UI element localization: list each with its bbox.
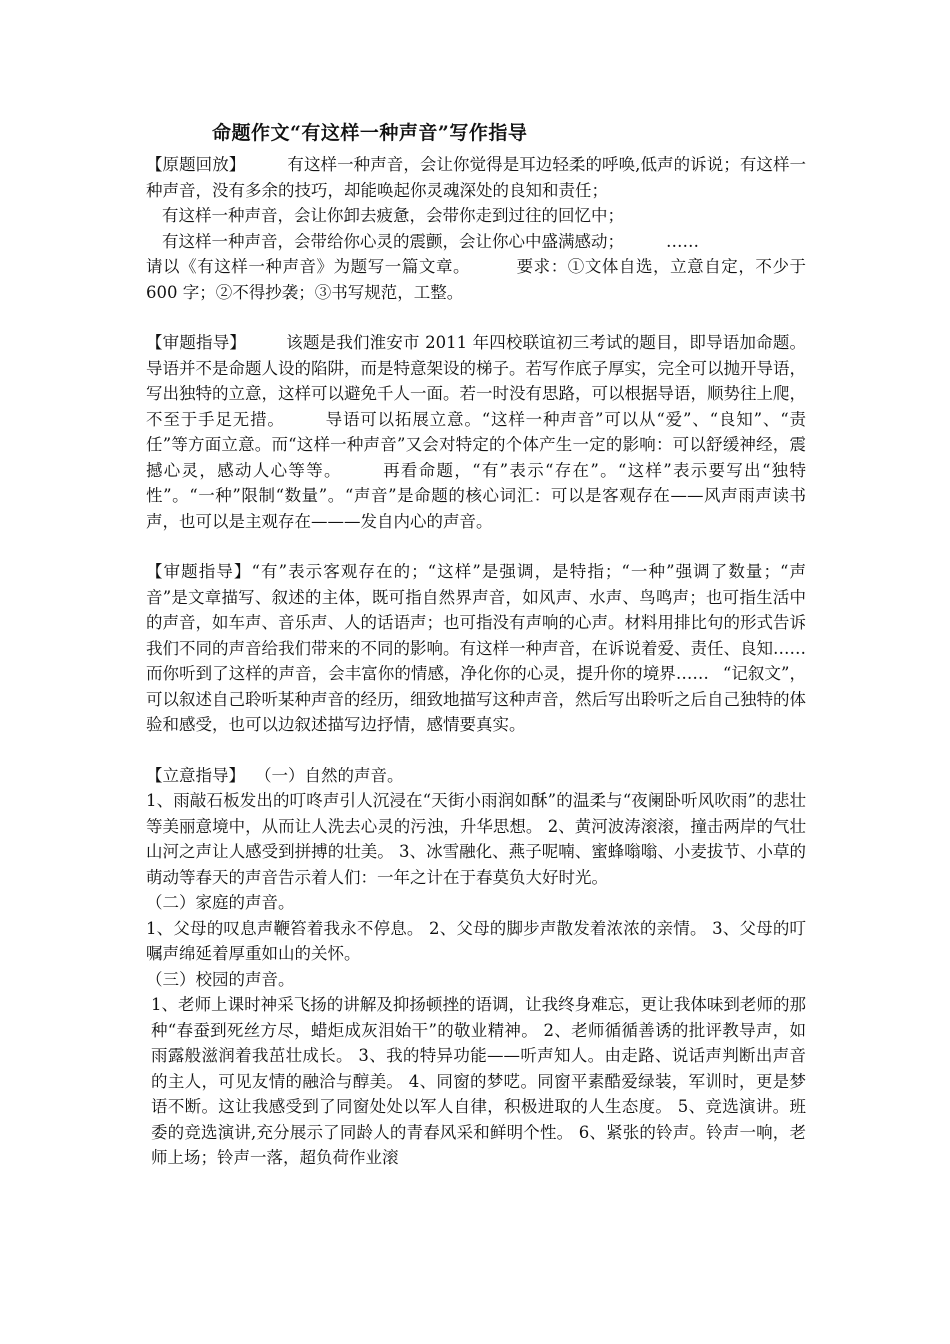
- original-question-line4: 请以《有这样一种声音》为题写一篇文章。: [146, 257, 471, 276]
- original-question-line3-paragraph: [146, 229, 806, 255]
- idea-guide-label: 【立意指导】: [146, 765, 245, 785]
- blank-line: [146, 738, 806, 763]
- idea-section1-title: （一）自然的声音。: [255, 765, 404, 785]
- review-guide-1-text2: 导语可以拓展立意。“这样一种声音”可以从“爱”、“良知”、“责任”等方面立意。而“这样一种声音”又会对特定的个体产生一定的影响：可以舒缓神经，震撼心灵，感动人心等等。: [146, 409, 806, 480]
- review-guide-2-text: “有”表示客观存在的；“这样”是强调，是特指；“一种”强调了数量；“声音”是文章描写、叙述的主体，既可指自然界声音，如风声、水声、鸟鸣声；也可指生活中的声音，如车声、音乐声、人的话语声；也可指没有声响的心声。材料用排比句的形式告诉我们不同的声音给我们带来的不同的影响。有这样一种声音，在诉说着爱、责任、良知……而你听到了这样的声音，会丰富你的情感，净化你的心灵，提升你的境界……: [146, 562, 806, 683]
- original-question-paragraph: [146, 152, 806, 203]
- idea-section2-title: （二）家庭的声音。: [146, 893, 295, 912]
- idea-guide-header: [146, 763, 806, 789]
- original-question-ellipsis: ……: [666, 231, 699, 251]
- original-question-label: 【原题回放】: [146, 155, 246, 174]
- original-question-task-paragraph: [146, 254, 806, 305]
- blank-line: [146, 534, 806, 559]
- idea-section3-title: （三）校园的声音。: [146, 969, 295, 989]
- original-question-requirement: 要求：①文体自选，立意自定，不少于 600 字；②不得抄袭；③书写规范，工整。: [146, 257, 807, 302]
- review-guide-2-paragraph: [146, 559, 806, 738]
- original-question-line3: 有这样一种声音，会带给你心灵的震颤，会让你心中盛满感动；: [162, 231, 624, 251]
- original-question-line1: 有这样一种声音，会让你觉得是耳边轻柔的呼唤,低声的诉说；有这样一种声音，没有多余的技巧，却能唤起你灵魂深处的良知和责任；: [146, 155, 806, 200]
- review-guide-1-text1: 该题是我们淮安市 2011 年四校联谊初三考试的题目，即导语加命题。导语并不是命题人设的陷阱，而是特意架设的梯子。若写作底子厚实，完全可以抛开导语，写出独特的立意，这样可以避免千人一面。若一时没有思路，可以根据导语，顺势往上爬，不至于手足无措。: [146, 333, 807, 429]
- idea-section3-text: 1、老师上课时神采飞扬的讲解及抑扬顿挫的语调，让我终身难忘，更让我体味到老师的那种“春蚕到死丝方尽，蜡炬成灰泪始干”的敬业精神。 2、老师循循善诱的批评教导声，如雨露般滋润着我茁壮成长。 3、我的特异功能——听声知人。由走路、说话声判断出声音的主人，可见友情的融洽与醇美。 4、同窗的梦呓。同窗平素酷爱绿装，军训时，更是梦语不断。这让我感受到了同窗处处以军人自律，积极进取的人生态度。 5、竞选演讲。班委的竞选演讲,充分展示了同龄人的青春风采和鲜明个性。 6、紧张的铃声。铃声一响，老师上场；铃声一落，超负荷作业滚: [151, 995, 806, 1167]
- document-title: 命题作文“有这样一种声音”写作指导: [212, 122, 528, 144]
- review-guide-2-text2: “记叙文”，可以叙述自己聆听某种声音的经历，细致地描写这种声音，然后写出聆听之后自己独特的体验和感受，也可以边叙述描写边抒情，感情要真实。: [146, 664, 807, 734]
- review-guide-2-label: 【审题指导】: [146, 562, 252, 581]
- review-guide-1-paragraph: [146, 330, 806, 534]
- blank-line: [146, 305, 806, 330]
- idea-section1-text: 1、雨敲石板发出的叮咚声引人沉浸在“天街小雨润如酥”的温柔与“夜阑卧听风吹雨”的悲壮等美丽意境中，从而让人洗去心灵的污浊，升华思想。 2、黄河波涛滚滚，撞击两岸的气壮山河之声让人感受到拼搏的壮美。 3、冰雪融化、燕子呢喃、蜜蜂嗡嗡、小麦拔节、小草的萌动等春天的声音告示着人们：一年之计在于春莫负大好时光。: [146, 791, 806, 887]
- original-question-line2: 有这样一种声音，会让你卸去疲惫，会带你走到过往的回忆中；: [162, 206, 624, 225]
- idea-section2-text: 1、父母的叹息声鞭笞着我永不停息。 2、父母的脚步声散发着浓浓的亲情。 3、父母的叮嘱声绵延着厚重如山的关怀。: [146, 918, 806, 963]
- review-guide-1-text3: 再看命题，“有”表示“存在”。“这样”表示要写出“独特性”。“一种”限制“数量”。“声音”是命题的核心词汇：可以是客观存在——风声雨声读书声，也可以是主观存在———发自内心的声音。: [146, 460, 806, 531]
- document-page: [146, 118, 806, 1171]
- review-guide-1-label: 【审题指导】: [146, 333, 247, 352]
